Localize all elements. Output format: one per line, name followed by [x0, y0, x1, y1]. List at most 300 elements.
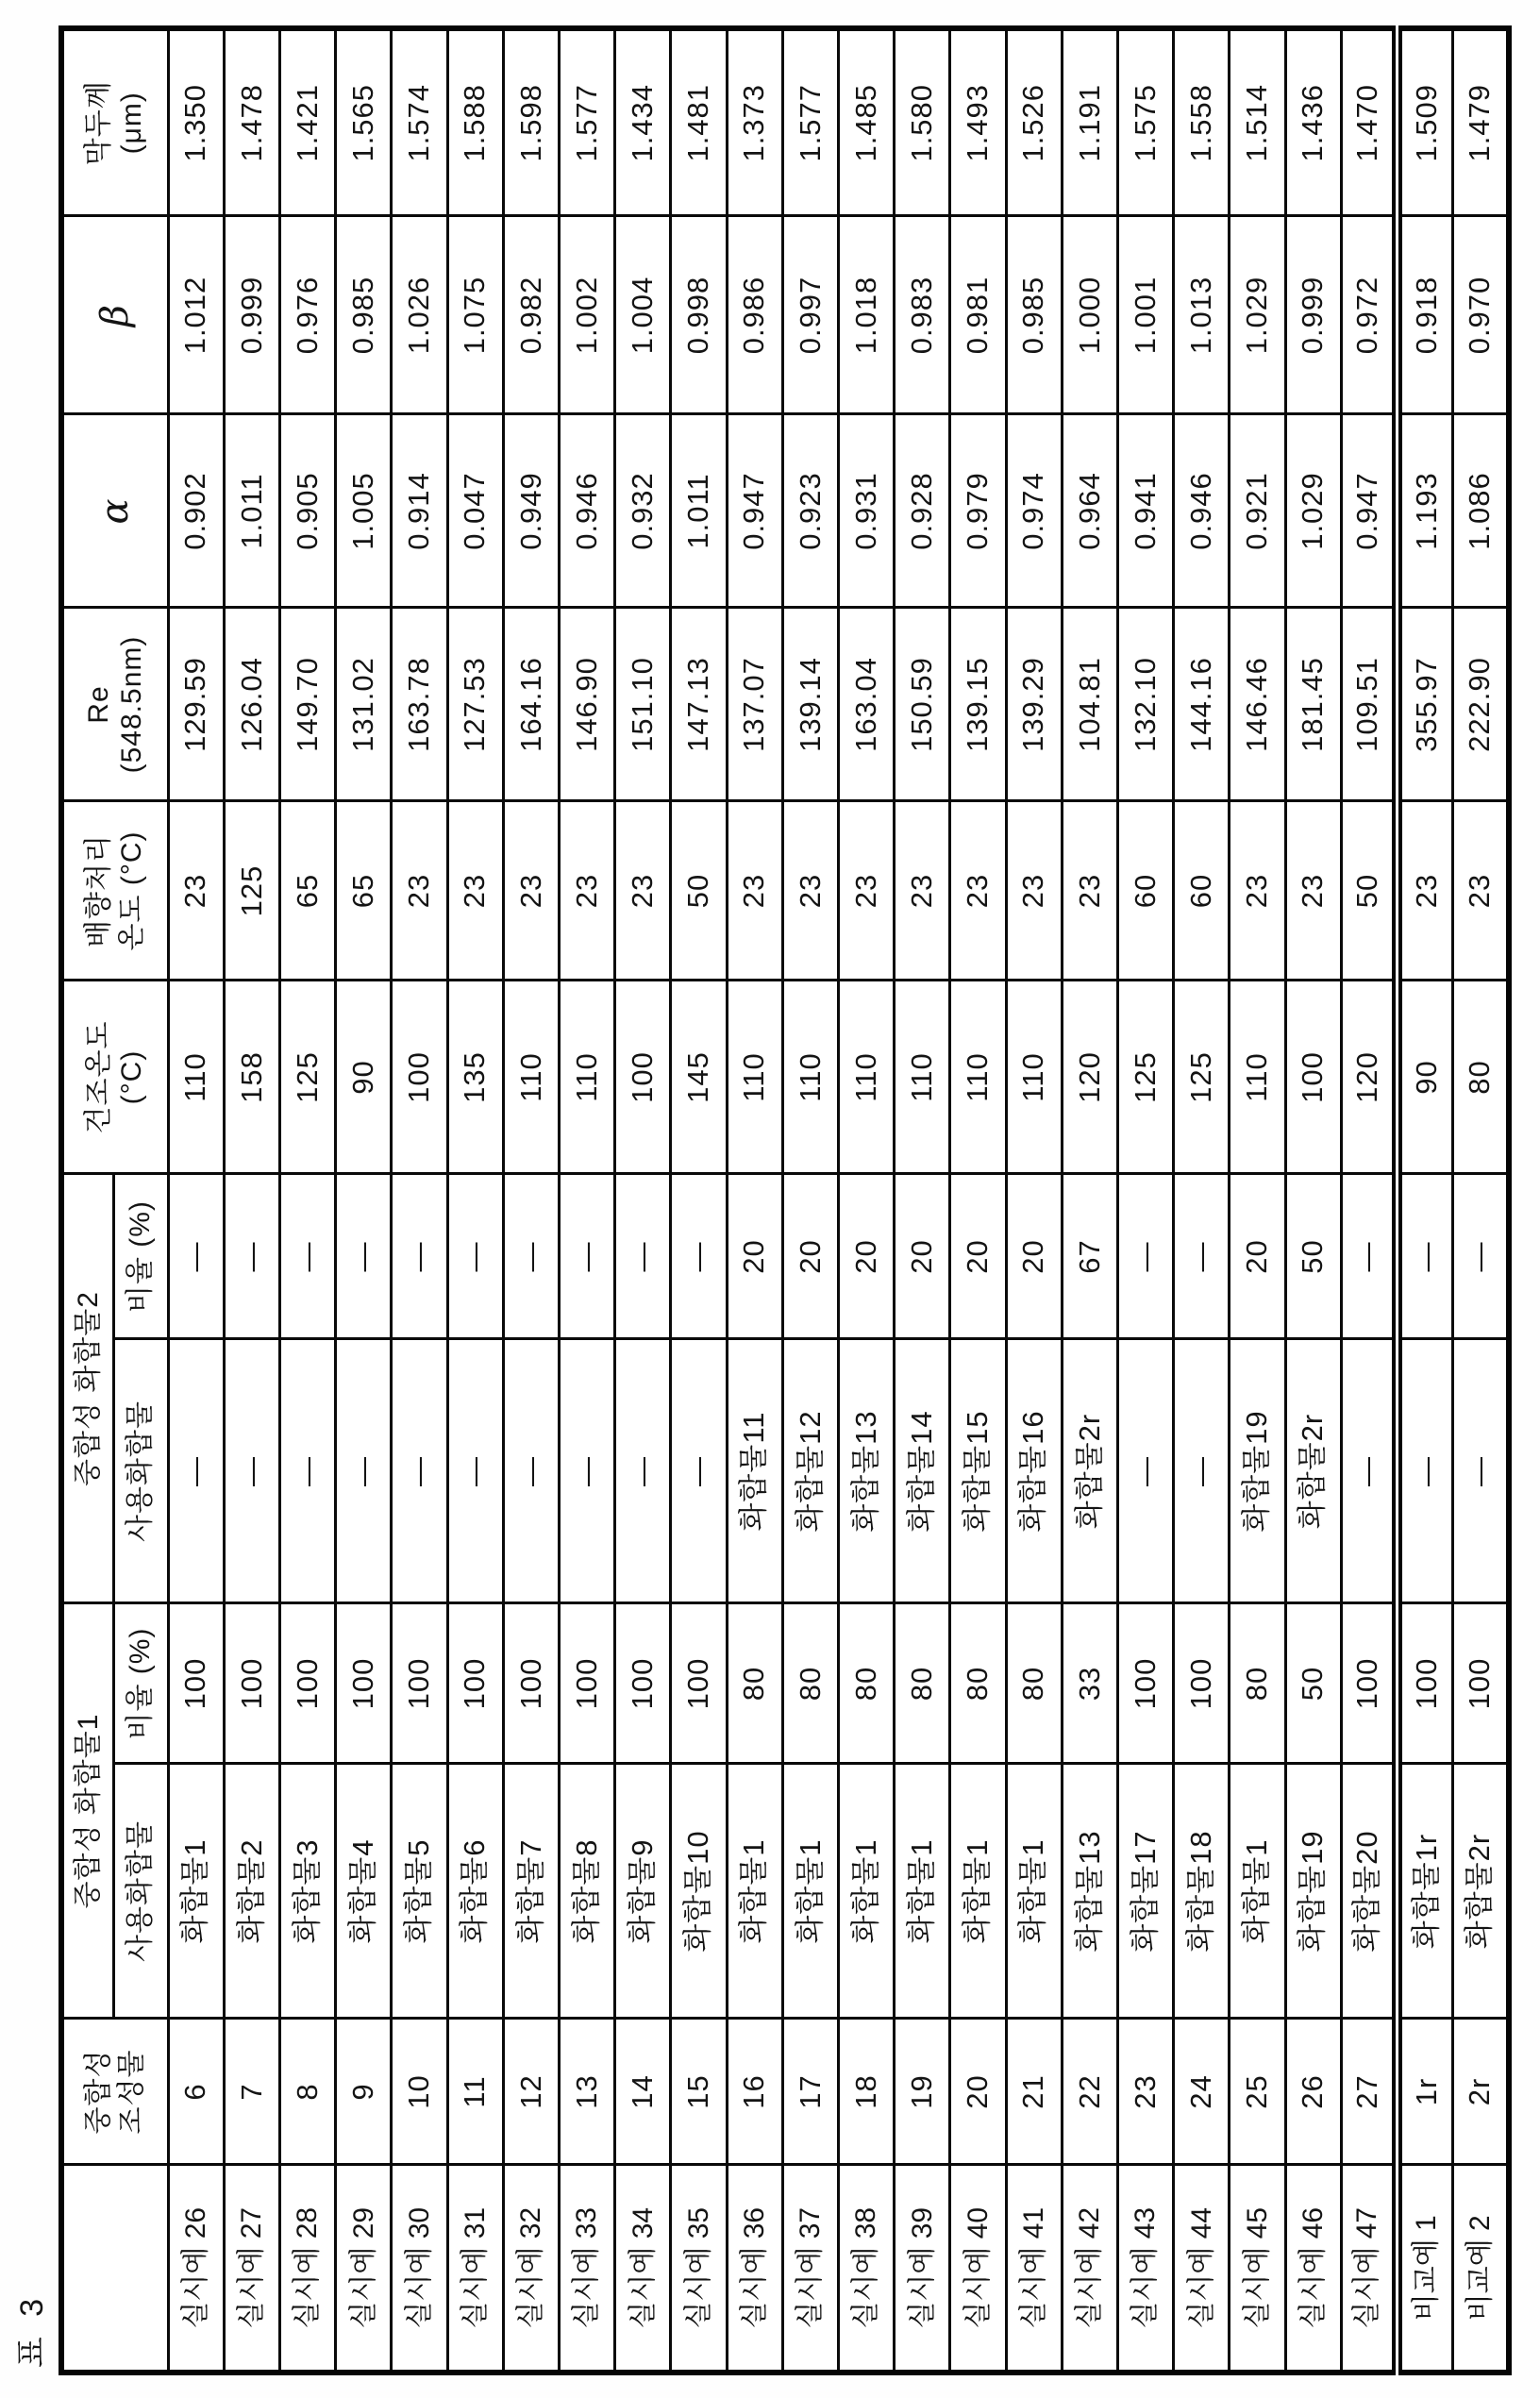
table-cell: 23: [447, 801, 503, 981]
table-cell: 147.13: [671, 608, 727, 801]
row-label: 실시예 39: [895, 2165, 950, 2373]
table-cell: —: [447, 1339, 503, 1603]
table-cell: 110: [895, 981, 950, 1174]
table-cell: 100: [336, 1603, 392, 1764]
table-cell: 0.983: [895, 216, 950, 414]
table-cell: 화합물1: [895, 1764, 950, 2019]
table-cell: 125: [279, 981, 335, 1174]
table-cell: —: [336, 1339, 392, 1603]
table-cell: 1.577: [782, 28, 838, 216]
table-cell: 67: [1062, 1174, 1117, 1339]
table-cell: 1.350: [168, 28, 224, 216]
table-row: [838, 28, 894, 2373]
table-cell: 1.558: [1174, 28, 1230, 216]
table-cell: 20: [1230, 1174, 1285, 1339]
table-cell: 1.029: [1230, 216, 1285, 414]
table-row: [895, 28, 950, 2373]
table-cell: —: [1174, 1174, 1230, 1339]
table-cell: 80: [950, 1603, 1006, 1764]
table-cell: 127.53: [447, 608, 503, 801]
table-cell: 화합물2r: [1285, 1339, 1341, 1603]
table-cell: 135: [447, 981, 503, 1174]
table-cell: 100: [503, 1603, 559, 1764]
table-row: [1453, 28, 1509, 2373]
table-cell: 화합물1: [782, 1764, 838, 2019]
table-row: [447, 28, 503, 2373]
table-cell: 137.07: [727, 608, 782, 801]
table-cell: 139.15: [950, 608, 1006, 801]
table-cell: —: [1397, 1339, 1452, 1603]
header-compound-used-1: 사용화합물: [113, 1764, 168, 2019]
table-cell: 11: [447, 2019, 503, 2165]
table-cell: —: [279, 1174, 335, 1339]
table-cell: 22: [1062, 2019, 1117, 2165]
table-row: [1230, 28, 1285, 2373]
table-cell: 1.011: [671, 414, 727, 608]
table-cell: 화합물16: [1006, 1339, 1062, 1603]
header-row-groups: [61, 28, 113, 2373]
table-cell: 110: [1006, 981, 1062, 1174]
row-label: 실시예 34: [615, 2165, 671, 2373]
table-cell: 화합물19: [1230, 1339, 1285, 1603]
row-label: 실시예 46: [1285, 2165, 1341, 2373]
header-ratio-2: 비율 (%): [113, 1174, 168, 1339]
table-cell: 355.97: [1397, 608, 1452, 801]
table-cell: 131.02: [336, 608, 392, 801]
table-cell: 화합물18: [1174, 1764, 1230, 2019]
table-cell: 100: [168, 1603, 224, 1764]
table-cell: 110: [503, 981, 559, 1174]
table-cell: —: [1341, 1339, 1397, 1603]
table-cell: —: [615, 1339, 671, 1603]
table-row: [1397, 28, 1452, 2373]
header-composition: 중합성 조성물: [61, 2019, 168, 2165]
table-cell: 126.04: [224, 608, 279, 801]
table-cell: 1.485: [838, 28, 894, 216]
table-cell: 0.972: [1341, 216, 1397, 414]
table-cell: —: [503, 1174, 559, 1339]
table-cell: 0.985: [1006, 216, 1062, 414]
table-cell: 100: [1341, 1603, 1397, 1764]
row-label: 실시예 45: [1230, 2165, 1285, 2373]
table-cell: 20: [895, 1174, 950, 1339]
table-cell: 15: [671, 2019, 727, 2165]
table-cell: 100: [1174, 1603, 1230, 1764]
table-cell: —: [392, 1339, 447, 1603]
table-cell: 23: [895, 801, 950, 981]
table-cell: —: [392, 1174, 447, 1339]
table-cell: 1.493: [950, 28, 1006, 216]
table-cell: 화합물7: [503, 1764, 559, 2019]
table-cell: 화합물1r: [1397, 1764, 1452, 2019]
table-cell: 18: [838, 2019, 894, 2165]
table-caption: 표 3: [14, 2292, 50, 2368]
table-cell: 100: [615, 1603, 671, 1764]
table-cell: 0.976: [279, 216, 335, 414]
table-cell: 0.986: [727, 216, 782, 414]
table-row: [279, 28, 335, 2373]
table-cell: 1r: [1397, 2019, 1452, 2165]
row-label: 실시예 43: [1117, 2165, 1173, 2373]
table-cell: 1.191: [1062, 28, 1117, 216]
table-cell: 0.928: [895, 414, 950, 608]
table-cell: —: [503, 1339, 559, 1603]
table-cell: 110: [727, 981, 782, 1174]
table-row: [224, 28, 279, 2373]
row-label: 실시예 31: [447, 2165, 503, 2373]
table-cell: 163.78: [392, 608, 447, 801]
table-cell: 1.029: [1285, 414, 1341, 608]
table-cell: 화합물5: [392, 1764, 447, 2019]
table-cell: 146.46: [1230, 608, 1285, 801]
table-cell: 0.999: [224, 216, 279, 414]
table-cell: 1.481: [671, 28, 727, 216]
table-cell: 150.59: [895, 608, 950, 801]
table-row: [392, 28, 447, 2373]
table-cell: 100: [559, 1603, 614, 1764]
row-label: 실시예 44: [1174, 2165, 1230, 2373]
table-cell: —: [559, 1174, 614, 1339]
table-cell: 1.013: [1174, 216, 1230, 414]
table-cell: 20: [727, 1174, 782, 1339]
table-cell: 1.526: [1006, 28, 1062, 216]
table-cell: 화합물10: [671, 1764, 727, 2019]
table-cell: 23: [392, 801, 447, 981]
table-cell: 1.004: [615, 216, 671, 414]
table-cell: 7: [224, 2019, 279, 2165]
table-cell: 화합물8: [559, 1764, 614, 2019]
table-cell: 158: [224, 981, 279, 1174]
table-cell: 10: [392, 2019, 447, 2165]
table-cell: 23: [168, 801, 224, 981]
header-group-compound2: 중합성 화합물2: [61, 1174, 113, 1603]
table-cell: 23: [1117, 2019, 1173, 2165]
table-cell: 0.946: [1174, 414, 1230, 608]
table-row: [1006, 28, 1062, 2373]
table-cell: 12: [503, 2019, 559, 2165]
table-row: [782, 28, 838, 2373]
table-cell: 0.923: [782, 414, 838, 608]
table-row: [1117, 28, 1173, 2373]
table-cell: 120: [1062, 981, 1117, 1174]
table-cell: 23: [1285, 801, 1341, 981]
table-cell: 80: [1230, 1603, 1285, 1764]
header-compound-used-2: 사용화합물: [113, 1339, 168, 1603]
table-cell: 8: [279, 2019, 335, 2165]
row-label: 실시예 41: [1006, 2165, 1062, 2373]
table-cell: 139.29: [1006, 608, 1062, 801]
table-cell: 1.026: [392, 216, 447, 414]
table-cell: 100: [224, 1603, 279, 1764]
table-row: [1285, 28, 1341, 2373]
table-cell: 화합물6: [447, 1764, 503, 2019]
header-dry-temp: 건조온도 (°C): [61, 981, 168, 1174]
header-align-temp: 배향처리 온도 (°C): [61, 801, 168, 981]
table-cell: 100: [392, 981, 447, 1174]
table-cell: 0.981: [950, 216, 1006, 414]
table-cell: 0.047: [447, 414, 503, 608]
table-cell: 25: [1230, 2019, 1285, 2165]
table-cell: 1.565: [336, 28, 392, 216]
table-cell: 1.086: [1453, 414, 1509, 608]
table-cell: 화합물1: [1230, 1764, 1285, 2019]
table-cell: 화합물1: [950, 1764, 1006, 2019]
table-cell: 23: [1230, 801, 1285, 981]
table-cell: 60: [1117, 801, 1173, 981]
table-cell: 화합물12: [782, 1339, 838, 1603]
table-cell: 1.075: [447, 216, 503, 414]
row-label: 실시예 42: [1062, 2165, 1117, 2373]
table-cell: 1.011: [224, 414, 279, 608]
table-cell: 17: [782, 2019, 838, 2165]
table-cell: —: [168, 1339, 224, 1603]
row-label: 실시예 26: [168, 2165, 224, 2373]
table-cell: 1.588: [447, 28, 503, 216]
table-cell: 0.982: [503, 216, 559, 414]
table-cell: —: [168, 1174, 224, 1339]
table-cell: 90: [1397, 981, 1452, 1174]
table-cell: 163.04: [838, 608, 894, 801]
header-re: Re (548.5nm): [61, 608, 168, 801]
table-cell: 80: [895, 1603, 950, 1764]
row-label: 실시예 30: [392, 2165, 447, 2373]
table-cell: 1.575: [1117, 28, 1173, 216]
table-cell: 9: [336, 2019, 392, 2165]
table-cell: 110: [782, 981, 838, 1174]
table-cell: 23: [727, 801, 782, 981]
table-cell: 0.931: [838, 414, 894, 608]
table-cell: 화합물1: [168, 1764, 224, 2019]
table-cell: 20: [838, 1174, 894, 1339]
row-label: 실시예 33: [559, 2165, 614, 2373]
table-cell: 1.000: [1062, 216, 1117, 414]
table-cell: 0.970: [1453, 216, 1509, 414]
row-label: 실시예 40: [950, 2165, 1006, 2373]
table-cell: 125: [224, 801, 279, 981]
table-cell: 125: [1174, 981, 1230, 1174]
table-cell: 0.949: [503, 414, 559, 608]
table-cell: 1.598: [503, 28, 559, 216]
table-cell: 화합물1: [727, 1764, 782, 2019]
table-cell: 110: [168, 981, 224, 1174]
header-beta: β: [61, 216, 168, 414]
table-cell: 222.90: [1453, 608, 1509, 801]
table-cell: 100: [615, 981, 671, 1174]
table-cell: 화합물13: [1062, 1764, 1117, 2019]
table-row: [1174, 28, 1230, 2373]
table-cell: 100: [392, 1603, 447, 1764]
table-cell: 23: [1453, 801, 1509, 981]
table-cell: 100: [1285, 981, 1341, 1174]
table-cell: 100: [671, 1603, 727, 1764]
table-cell: 23: [1397, 801, 1452, 981]
table-cell: —: [279, 1339, 335, 1603]
table-cell: 151.10: [615, 608, 671, 801]
table-cell: 146.90: [559, 608, 614, 801]
table-cell: 화합물15: [950, 1339, 1006, 1603]
row-label: 실시예 35: [671, 2165, 727, 2373]
table-cell: 화합물1: [1006, 1764, 1062, 2019]
table-cell: 100: [279, 1603, 335, 1764]
table-cell: 1.580: [895, 28, 950, 216]
table-cell: 100: [1397, 1603, 1452, 1764]
table-cell: 24: [1174, 2019, 1230, 2165]
table-row: [168, 28, 224, 2373]
table-cell: 50: [1285, 1174, 1341, 1339]
data-table: [59, 25, 1512, 2375]
table-header: [61, 28, 168, 2373]
table-cell: 0.974: [1006, 414, 1062, 608]
table-row: [503, 28, 559, 2373]
table-cell: 1.514: [1230, 28, 1285, 216]
table-cell: 화합물20: [1341, 1764, 1397, 2019]
table-cell: 1.018: [838, 216, 894, 414]
table-cell: 50: [1341, 801, 1397, 981]
table-cell: 80: [727, 1603, 782, 1764]
table-cell: 0.947: [727, 414, 782, 608]
table-cell: 90: [336, 981, 392, 1174]
table-cell: 0.999: [1285, 216, 1341, 414]
table-cell: 120: [1341, 981, 1397, 1174]
table-row: [336, 28, 392, 2373]
table-row: [671, 28, 727, 2373]
row-label: 실시예 37: [782, 2165, 838, 2373]
table-cell: —: [671, 1339, 727, 1603]
table-cell: 27: [1341, 2019, 1397, 2165]
table-cell: 1.434: [615, 28, 671, 216]
table-cell: 0.979: [950, 414, 1006, 608]
table-cell: 0.946: [559, 414, 614, 608]
table-cell: 145: [671, 981, 727, 1174]
table-cell: 129.59: [168, 608, 224, 801]
table-cell: 65: [336, 801, 392, 981]
table-cell: —: [1117, 1339, 1173, 1603]
table-cell: 21: [1006, 2019, 1062, 2165]
table-cell: 화합물1: [838, 1764, 894, 2019]
table-cell: 화합물3: [279, 1764, 335, 2019]
table-cell: 20: [1006, 1174, 1062, 1339]
header-thickness: 막두께 (μm): [61, 28, 168, 216]
table-cell: 132.10: [1117, 608, 1173, 801]
table-cell: 0.932: [615, 414, 671, 608]
table-row: [950, 28, 1006, 2373]
table-cell: 0.997: [782, 216, 838, 414]
table-cell: —: [224, 1174, 279, 1339]
table-cell: 13: [559, 2019, 614, 2165]
table-cell: 80: [1453, 981, 1509, 1174]
table-cell: 6: [168, 2019, 224, 2165]
table-cell: 1.005: [336, 414, 392, 608]
table-cell: 100: [1117, 1603, 1173, 1764]
table-cell: —: [615, 1174, 671, 1339]
table-cell: 110: [950, 981, 1006, 1174]
table-cell: 23: [559, 801, 614, 981]
table-body: [168, 28, 1509, 2373]
table-cell: 26: [1285, 2019, 1341, 2165]
table-cell: 화합물2r: [1453, 1764, 1509, 2019]
table-cell: —: [671, 1174, 727, 1339]
row-label: 실시예 28: [279, 2165, 335, 2373]
table-cell: 14: [615, 2019, 671, 2165]
table-cell: 164.16: [503, 608, 559, 801]
table-cell: 23: [503, 801, 559, 981]
table-cell: 181.45: [1285, 608, 1341, 801]
table-cell: 0.921: [1230, 414, 1285, 608]
table-cell: 104.81: [1062, 608, 1117, 801]
table-cell: —: [1453, 1174, 1509, 1339]
row-label: 실시예 29: [336, 2165, 392, 2373]
header-alpha: α: [61, 414, 168, 608]
table-cell: 화합물19: [1285, 1764, 1341, 2019]
table-cell: 16: [727, 2019, 782, 2165]
table-cell: 0.998: [671, 216, 727, 414]
table-cell: 33: [1062, 1603, 1117, 1764]
table-cell: 0.905: [279, 414, 335, 608]
table-row: [727, 28, 782, 2373]
table-cell: 23: [838, 801, 894, 981]
table-cell: 1.577: [559, 28, 614, 216]
table-cell: 65: [279, 801, 335, 981]
table-cell: 100: [1453, 1603, 1509, 1764]
row-label: 실시예 32: [503, 2165, 559, 2373]
table-row: [1062, 28, 1117, 2373]
header-ratio-1: 비율 (%): [113, 1603, 168, 1764]
table-cell: 0.964: [1062, 414, 1117, 608]
table-cell: 화합물14: [895, 1339, 950, 1603]
table-cell: 0.985: [336, 216, 392, 414]
table-cell: 화합물2r: [1062, 1339, 1117, 1603]
table-cell: 1.509: [1397, 28, 1452, 216]
table-cell: 50: [671, 801, 727, 981]
table-cell: —: [1174, 1339, 1230, 1603]
table-cell: 100: [447, 1603, 503, 1764]
table-cell: 80: [782, 1603, 838, 1764]
table-cell: 1.421: [279, 28, 335, 216]
table-cell: 109.51: [1341, 608, 1397, 801]
table-cell: 110: [838, 981, 894, 1174]
row-label: 실시예 38: [838, 2165, 894, 2373]
row-label: 비교예 2: [1453, 2165, 1509, 2373]
row-label: 실시예 36: [727, 2165, 782, 2373]
table-cell: 110: [1230, 981, 1285, 1174]
row-label: 실시예 27: [224, 2165, 279, 2373]
table-cell: 화합물13: [838, 1339, 894, 1603]
table-cell: 50: [1285, 1603, 1341, 1764]
table-row: [559, 28, 614, 2373]
table-cell: 60: [1174, 801, 1230, 981]
table-cell: 20: [950, 1174, 1006, 1339]
table-cell: 1.001: [1117, 216, 1173, 414]
table-cell: 1.478: [224, 28, 279, 216]
table-cell: 0.914: [392, 414, 447, 608]
table-cell: 20: [950, 2019, 1006, 2165]
table-cell: —: [1453, 1339, 1509, 1603]
header-group-compound1: 중합성 화합물1: [61, 1603, 113, 2019]
table-cell: 110: [559, 981, 614, 1174]
table-cell: 144.16: [1174, 608, 1230, 801]
table-cell: 80: [838, 1603, 894, 1764]
table-cell: 1.002: [559, 216, 614, 414]
row-label: 비교예 1: [1397, 2165, 1452, 2373]
table-cell: 23: [615, 801, 671, 981]
table-cell: —: [447, 1174, 503, 1339]
table-cell: 1.193: [1397, 414, 1452, 608]
table-cell: 80: [1006, 1603, 1062, 1764]
corner-cell: [61, 2165, 168, 2373]
table-cell: 139.14: [782, 608, 838, 801]
table-cell: 23: [1062, 801, 1117, 981]
table-cell: 화합물4: [336, 1764, 392, 2019]
